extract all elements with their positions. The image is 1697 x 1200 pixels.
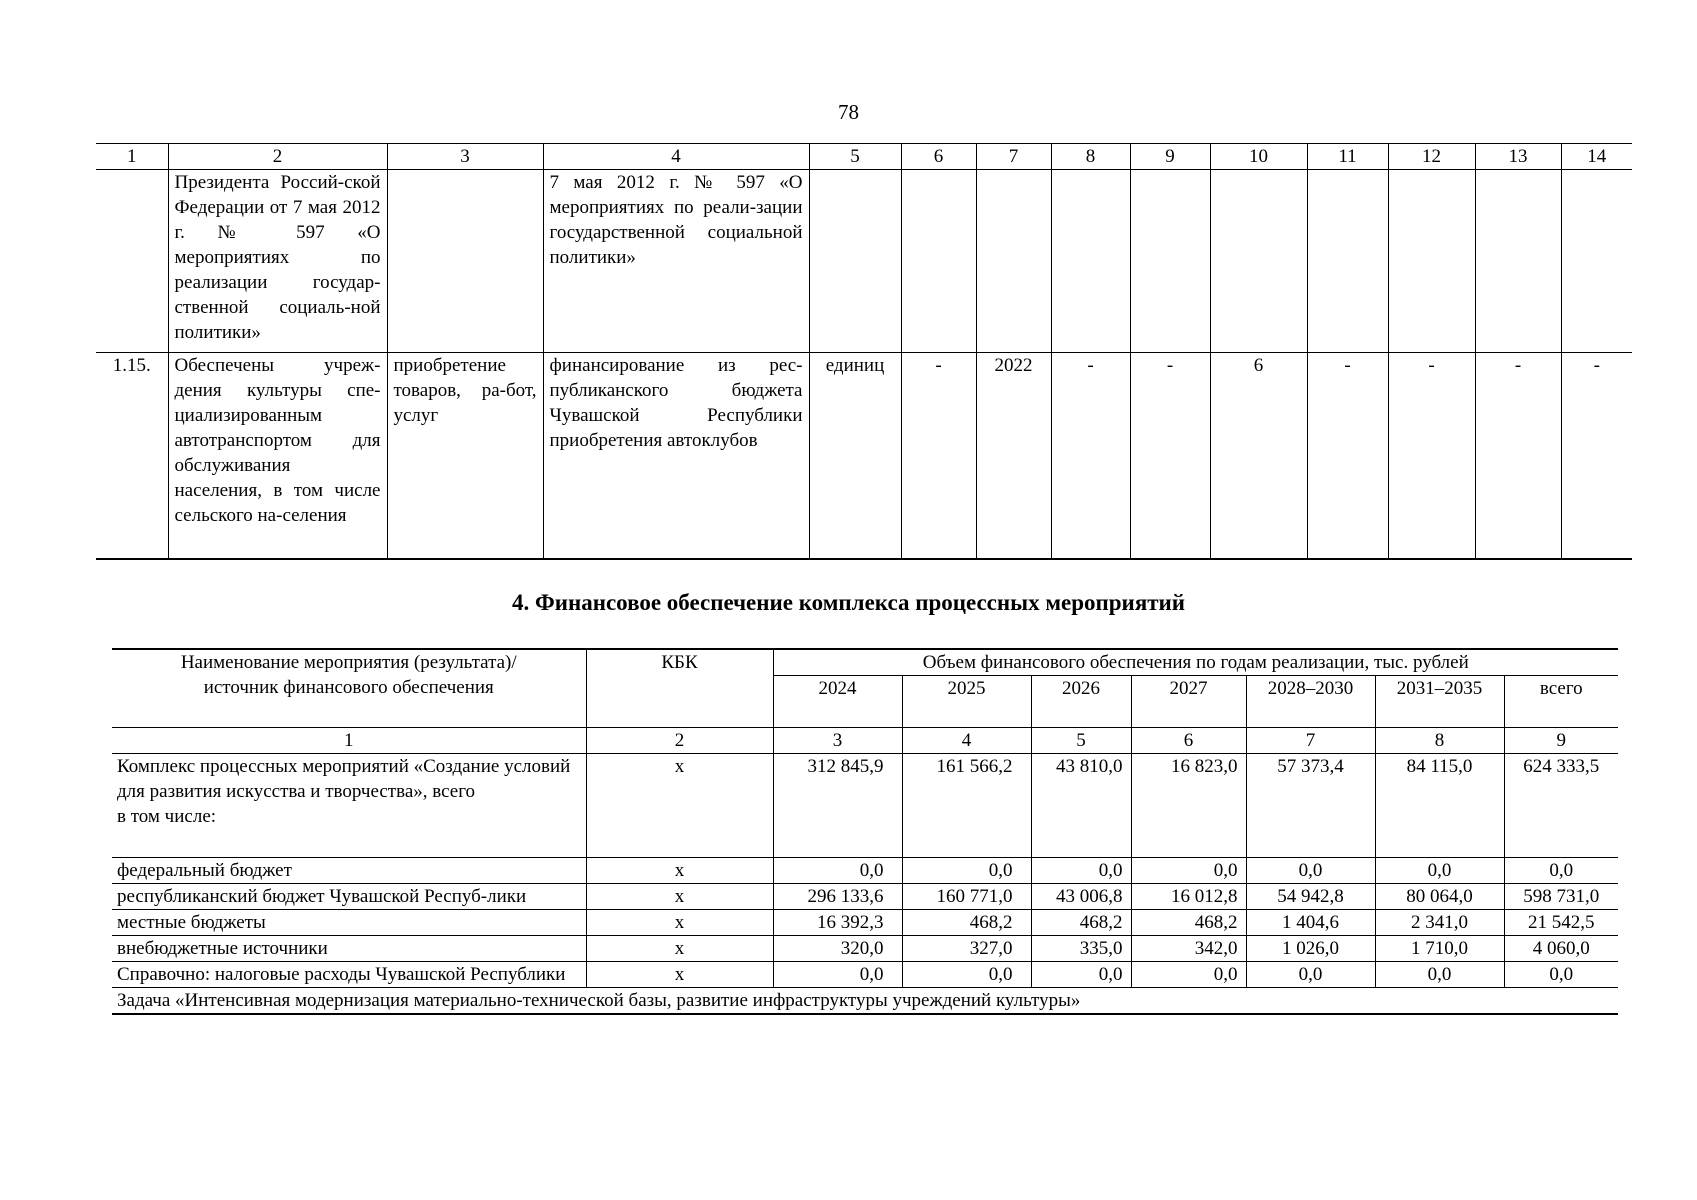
col-num: 13 (1475, 144, 1561, 170)
table-row (112, 962, 1618, 988)
cell-value: 54 942,8 (1246, 884, 1375, 910)
column-number-row (112, 728, 1618, 754)
col-num: 6 (901, 144, 976, 170)
cell-value: 0,0 (1131, 858, 1246, 884)
row-kbk: х (586, 910, 773, 936)
cell-value: 4 060,0 (1504, 936, 1618, 962)
task-text: Задача «Интенсивная модернизация материально-технической базы, развитие инфраструктуры учреждений культуры» (112, 988, 1618, 1015)
cell-value: - (1561, 353, 1632, 559)
cell-value: 312 845,9 (773, 754, 902, 858)
table-row (112, 936, 1618, 962)
cell-value: 43 810,0 (1031, 754, 1131, 858)
cell-value: - (1388, 353, 1475, 559)
col-num: 12 (1388, 144, 1475, 170)
row-kbk: х (586, 936, 773, 962)
page-number: 78 (838, 100, 859, 124)
cell-value: 342,0 (1131, 936, 1246, 962)
cell-value: 468,2 (1031, 910, 1131, 936)
cell-text: 7 мая 2012 г. № 597 «О мероприятиях по реали-зации государственной социальной политики» (543, 170, 809, 353)
cell-value: 0,0 (902, 858, 1031, 884)
cell-value: 0,0 (1246, 962, 1375, 988)
cell-value: 1 710,0 (1375, 936, 1504, 962)
row-name-sub: в том числе: (117, 806, 217, 827)
cell-value: 16 012,8 (1131, 884, 1246, 910)
col-num: 9 (1504, 728, 1618, 754)
year-header: всего (1504, 676, 1618, 728)
cell-value: 296 133,6 (773, 884, 902, 910)
row-name: местные бюджеты (112, 910, 586, 936)
year-header: 2028–2030 (1246, 676, 1375, 728)
col-num: 14 (1561, 144, 1632, 170)
cell-value: 1 026,0 (1246, 936, 1375, 962)
year-header: 2026 (1031, 676, 1131, 728)
col-num: 8 (1375, 728, 1504, 754)
col-num: 6 (1131, 728, 1246, 754)
cell-value: 0,0 (773, 858, 902, 884)
cell-value: 0,0 (1131, 962, 1246, 988)
col-num: 2 (168, 144, 387, 170)
cell-value: 0,0 (1375, 962, 1504, 988)
table-row (112, 910, 1618, 936)
col-num: 10 (1210, 144, 1307, 170)
col-num: 1 (96, 144, 168, 170)
section-title: 4. Финансовое обеспечение комплекса процессных мероприятий (511, 590, 1186, 615)
col-num: 5 (809, 144, 901, 170)
row-name: внебюджетные источники (112, 936, 586, 962)
cell-value: 0,0 (1031, 962, 1131, 988)
row-kbk: х (586, 962, 773, 988)
col-num: 7 (976, 144, 1051, 170)
cell-value: - (1130, 353, 1210, 559)
year-header: 2031–2035 (1375, 676, 1504, 728)
cell-value: 335,0 (1031, 936, 1131, 962)
table-row (112, 858, 1618, 884)
row-name: Справочно: налоговые расходы Чувашской Республики (112, 962, 586, 988)
col-num: 9 (1130, 144, 1210, 170)
cell-unit: единиц (809, 353, 901, 559)
row-name: республиканский бюджет Чувашской Респуб-лики (112, 884, 586, 910)
cell-value: - (901, 353, 976, 559)
cell-value: - (1475, 353, 1561, 559)
cell-value: 468,2 (1131, 910, 1246, 936)
cell-value: 624 333,5 (1504, 754, 1618, 858)
cell-value: 0,0 (1504, 858, 1618, 884)
row-kbk: х (586, 884, 773, 910)
cell-value: 160 771,0 (902, 884, 1031, 910)
cell-value: 0,0 (1375, 858, 1504, 884)
cell-value: 1 404,6 (1246, 910, 1375, 936)
row-kbk: х (586, 754, 773, 858)
task-row (112, 988, 1618, 1015)
col-num: 5 (1031, 728, 1131, 754)
cell-value: 2022 (976, 353, 1051, 559)
cell-text: финансирование из рес-публиканского бюджета Чувашской Республики приобретения автоклубов (543, 353, 809, 559)
table-row (96, 353, 1632, 559)
cell-value: 327,0 (902, 936, 1031, 962)
cell-value: 16 823,0 (1131, 754, 1246, 858)
table-row (96, 170, 1632, 353)
header-volume: Объем финансового обеспечения по годам реализации, тыс. рублей (773, 649, 1618, 676)
col-num: 4 (543, 144, 809, 170)
table-row (112, 884, 1618, 910)
cell-value: 2 341,0 (1375, 910, 1504, 936)
cell-value: 43 006,8 (1031, 884, 1131, 910)
cell-value: 84 115,0 (1375, 754, 1504, 858)
financing-table (112, 648, 1618, 1015)
cell-text: Президента Россий-ской Федерации от 7 мая 2012 г. № 597 «О мероприятиях по реализации государ-ственной социаль-ной политики» (168, 170, 387, 353)
cell-value: 80 064,0 (1375, 884, 1504, 910)
col-num: 8 (1051, 144, 1130, 170)
cell-value: 0,0 (1031, 858, 1131, 884)
cell-value: 598 731,0 (1504, 884, 1618, 910)
row-name (112, 754, 586, 858)
year-header: 2025 (902, 676, 1031, 728)
col-num: 11 (1307, 144, 1388, 170)
cell-value: 0,0 (773, 962, 902, 988)
cell-value: 21 542,5 (1504, 910, 1618, 936)
cell-value: 0,0 (902, 962, 1031, 988)
header-row (112, 649, 1618, 676)
row-name-main: Комплекс процессных мероприятий «Создание условий для развития искусства и творчества», всего (117, 756, 571, 802)
cell-text: приобретение товаров, ра-бот, услуг (387, 353, 543, 559)
cell-value: - (1051, 353, 1130, 559)
col-num: 3 (387, 144, 543, 170)
year-header: 2024 (773, 676, 902, 728)
header-kbk: КБК (586, 649, 773, 728)
col-num: 1 (112, 728, 586, 754)
col-num: 3 (773, 728, 902, 754)
header-name: Наименование мероприятия (результата)/ источник финансового обеспечения (112, 649, 586, 728)
cell-value: 6 (1210, 353, 1307, 559)
cell-value: 161 566,2 (902, 754, 1031, 858)
col-num: 2 (586, 728, 773, 754)
cell-value: 0,0 (1504, 962, 1618, 988)
column-number-row (96, 144, 1632, 170)
row-number: 1.15. (96, 353, 168, 559)
cell-value: - (1307, 353, 1388, 559)
table-row (112, 754, 1618, 858)
year-header: 2027 (1131, 676, 1246, 728)
col-num: 4 (902, 728, 1031, 754)
row-kbk: х (586, 858, 773, 884)
indicators-table (96, 143, 1632, 560)
cell-value: 0,0 (1246, 858, 1375, 884)
row-name: федеральный бюджет (112, 858, 586, 884)
cell-value: 16 392,3 (773, 910, 902, 936)
cell-value: 57 373,4 (1246, 754, 1375, 858)
cell-value: 468,2 (902, 910, 1031, 936)
col-num: 7 (1246, 728, 1375, 754)
cell-text: Обеспечены учреж-дения культуры спе-циализированным автотранспортом для обслуживания населения, в том числе сельского на-селения (168, 353, 387, 559)
cell-value: 320,0 (773, 936, 902, 962)
